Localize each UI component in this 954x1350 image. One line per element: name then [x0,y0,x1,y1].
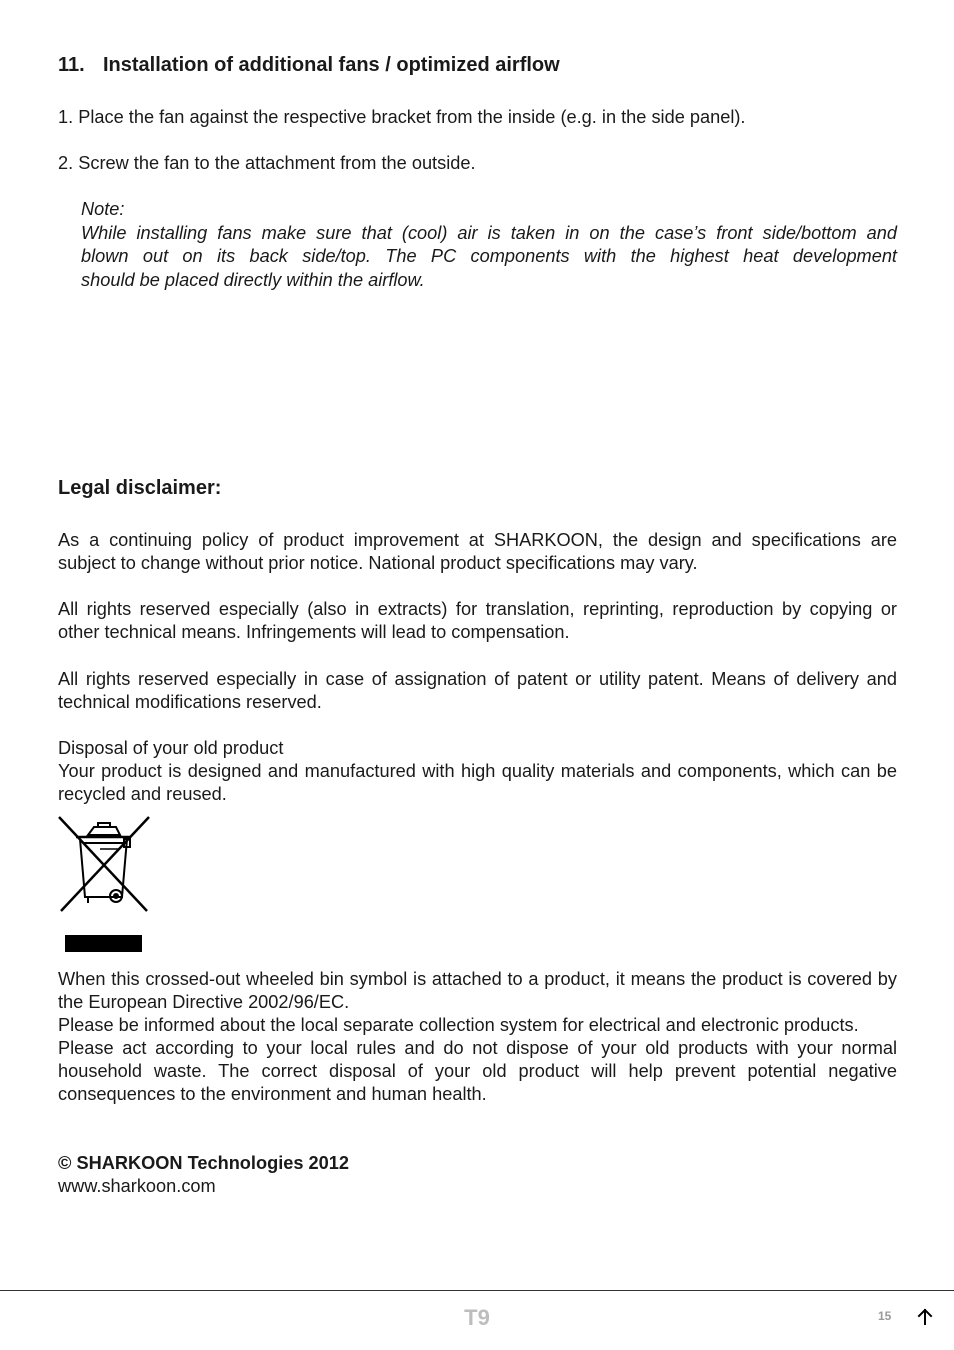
note-block [81,198,897,292]
section-number: 11. [58,54,85,76]
note-line-3: should be placed directly within the airflow. [81,269,425,290]
footer-page-number: 15 [878,1309,892,1323]
disposal-text: Your product is designed and manufactured with high quality materials and components, which can be recycled and reused. [58,761,897,804]
footer-divider [0,1290,954,1291]
weee-line-2: Please be informed about the local separate collection system for electrical and electronic products. [58,1015,859,1035]
crossed-out-bin-icon [58,815,150,953]
legal-paragraph-3: All rights reserved especially in case of assignation of patent or utility patent. Means of delivery and technical modifications reserved. [58,669,897,712]
footer-model-label: T9 [464,1305,490,1330]
section-heading [58,54,560,77]
legal-paragraph-1: As a continuing policy of product improvement at SHARKOON, the design and specifications are subject to change without prior notice. National product specifications may vary. [58,530,897,573]
legal-heading: Legal disclaimer: [58,477,222,499]
arrow-up-icon[interactable] [914,1306,936,1328]
copyright-block [58,1152,349,1198]
step-2: 2. Screw the fan to the attachment from the outside. [58,153,476,173]
weee-line-1: When this crossed-out wheeled bin symbol is attached to a product, it means the product is covered by the European Directive 2002/96/EC. [58,969,897,1012]
disposal-title: Disposal of your old product [58,738,284,758]
weee-line-3: Please act according to your local rules and do not dispose of your old products with your normal household waste. The correct disposal of your old product will help prevent potential negative consequences to the environment and human health. [58,1038,897,1104]
step-1: 1. Place the fan against the respective bracket from the inside (e.g. in the side panel). [58,107,746,127]
website-link[interactable]: www.sharkoon.com [58,1176,216,1196]
note-label: Note: [81,199,125,219]
note-line-1: While installing fans make sure that (cool) air is taken in on the case’s front side/bottom and [81,222,897,243]
weee-paragraph [58,968,897,1106]
legal-paragraph-2: All rights reserved especially (also in extracts) for translation, reprinting, reproduction by copying or other technical means. Infringements will lead to compensation. [58,599,897,642]
section-title: Installation of additional fans / optimized airflow [103,54,560,76]
note-line-2: blown out on its back side/top. The PC components with the highest heat development [81,246,897,266]
copyright-text: © SHARKOON Technologies 2012 [58,1153,349,1173]
